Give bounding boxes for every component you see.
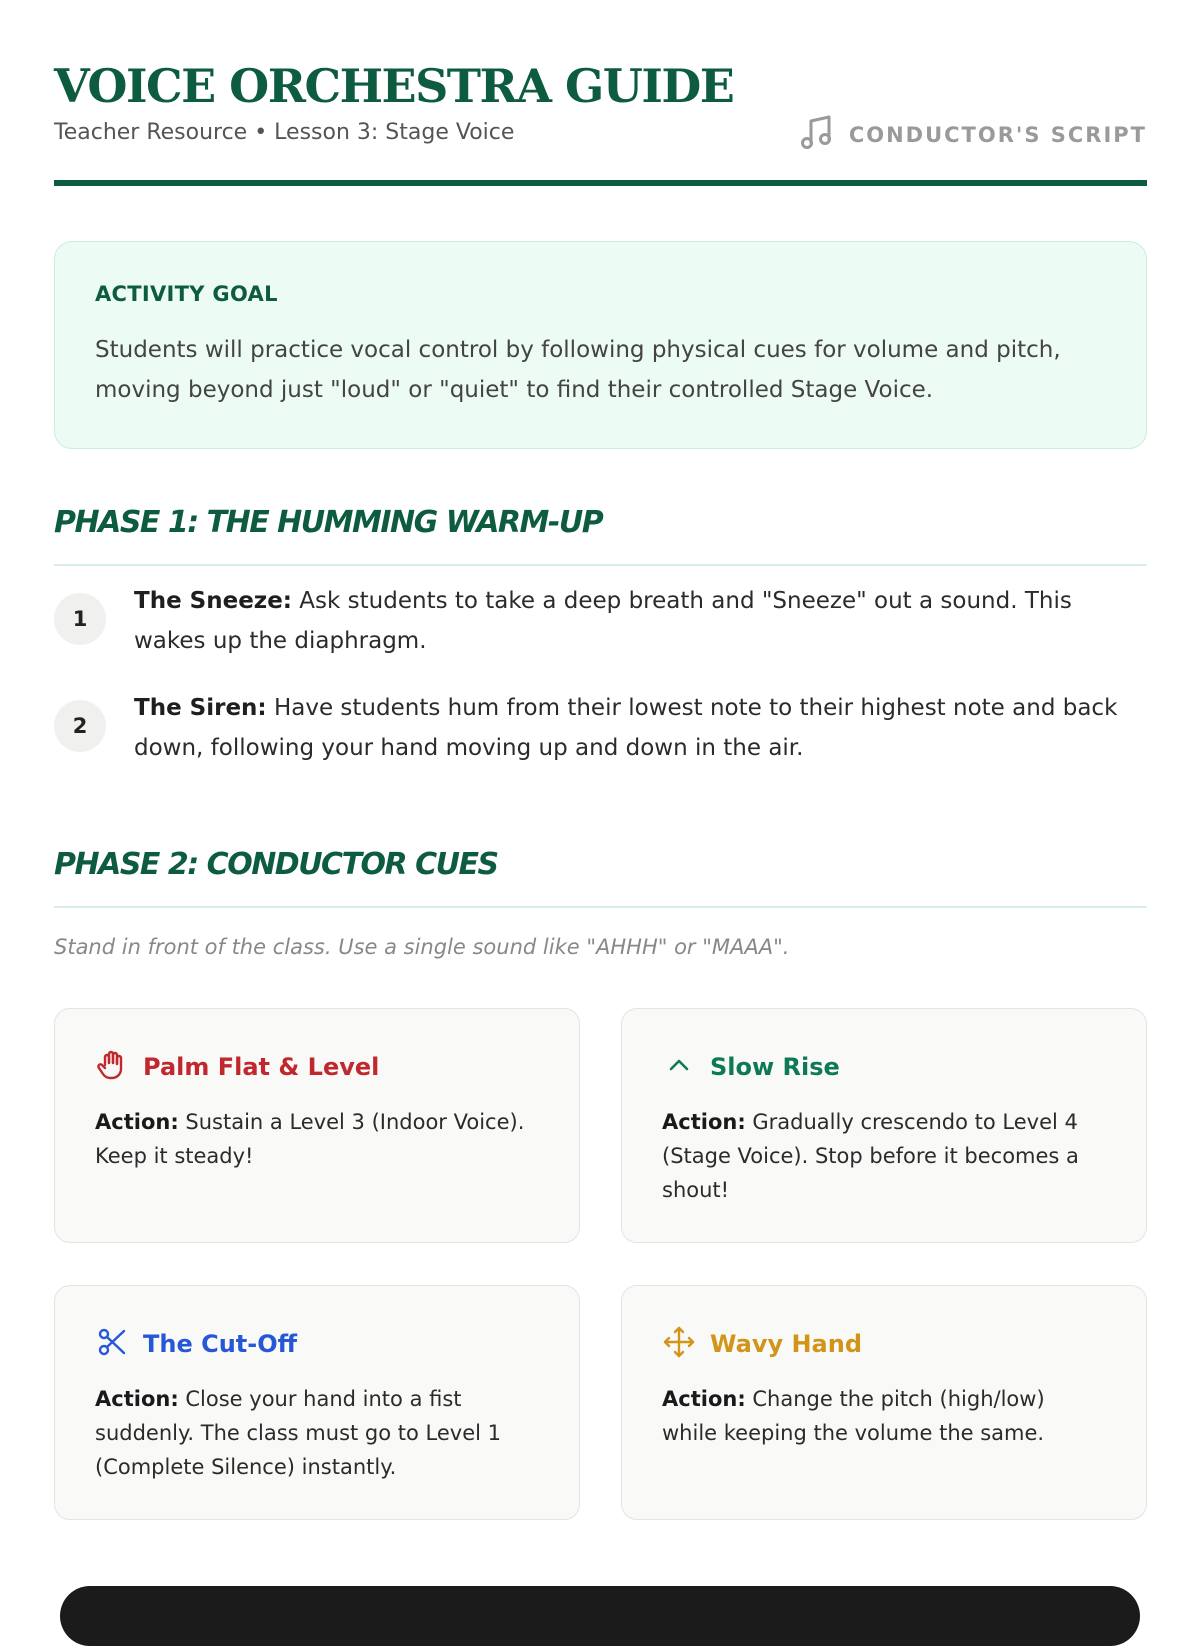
phase1-divider	[54, 564, 1147, 566]
step-text	[134, 688, 1147, 768]
step-description: Ask students to take a deep breath and "Sneeze" out a sound. This wakes up the diaphragm.	[134, 588, 1072, 654]
step-title: The Siren:	[134, 695, 267, 721]
cue-title: Palm Flat & Level	[143, 1053, 380, 1081]
step-title: The Sneeze:	[134, 588, 292, 614]
action-label: Action:	[95, 1387, 179, 1411]
step-text	[134, 581, 1147, 661]
cue-description	[95, 1382, 539, 1484]
step-number: 2	[54, 700, 106, 752]
action-text: Gradually crescendo to Level 4 (Stage Voice). Stop before it becomes a shout!	[662, 1110, 1079, 1202]
chevron-up-icon	[662, 1048, 696, 1086]
cue-card-wavy-hand	[621, 1285, 1147, 1520]
goal-text: Students will practice vocal control by following physical cues for volume and pitch, moving beyond just "loud" or "quiet" to find their controlled Stage Voice.	[95, 337, 1061, 403]
phase1-title: PHASE 1: THE HUMMING WARM-UP	[54, 505, 603, 540]
action-text: Close your hand into a fist suddenly. The class must go to Level 1 (Complete Silence) instantly.	[95, 1387, 501, 1479]
action-label: Action:	[662, 1110, 746, 1134]
action-label: Action:	[662, 1387, 746, 1411]
page-subtitle: Teacher Resource • Lesson 3: Stage Voice	[54, 120, 515, 145]
hand-icon	[95, 1048, 129, 1086]
step-number: 1	[54, 593, 106, 645]
header-divider	[54, 180, 1147, 186]
action-text: Sustain a Level 3 (Indoor Voice). Keep it steady!	[95, 1110, 525, 1168]
page-header	[54, 0, 1147, 190]
cue-title: Slow Rise	[710, 1053, 840, 1081]
cue-description	[662, 1382, 1106, 1450]
move-arrows-icon	[662, 1325, 696, 1363]
lesson-page	[54, 0, 1147, 1479]
scissors-icon	[95, 1325, 129, 1363]
page-title: VOICE ORCHESTRA GUIDE	[54, 59, 734, 113]
phase2-title: PHASE 2: CONDUCTOR CUES	[54, 847, 498, 882]
conductors-script-tag	[797, 112, 1147, 157]
phase2-instruction: Stand in front of the class. Use a single sound like "AHHH" or "MAAA".	[54, 935, 790, 959]
footer-bar	[60, 1586, 1140, 1646]
cue-description	[662, 1105, 1106, 1207]
cue-card-palm-flat	[54, 1008, 580, 1243]
goal-label: ACTIVITY GOAL	[95, 282, 278, 306]
cue-card-slow-rise	[621, 1008, 1147, 1243]
cue-card-cut-off	[54, 1285, 580, 1520]
action-label: Action:	[95, 1110, 179, 1134]
phase2-divider	[54, 906, 1147, 908]
action-text: Change the pitch (high/low) while keeping the volume the same.	[662, 1387, 1045, 1445]
script-label: CONDUCTOR'S SCRIPT	[848, 122, 1147, 147]
cue-description	[95, 1105, 539, 1173]
cue-title: Wavy Hand	[710, 1330, 863, 1358]
cue-title: The Cut-Off	[143, 1330, 298, 1358]
step-description: Have students hum from their lowest note to their highest note and back down, following your hand moving up and down in the air.	[134, 695, 1118, 761]
activity-goal-box	[54, 241, 1147, 449]
music-note-icon	[797, 112, 837, 157]
